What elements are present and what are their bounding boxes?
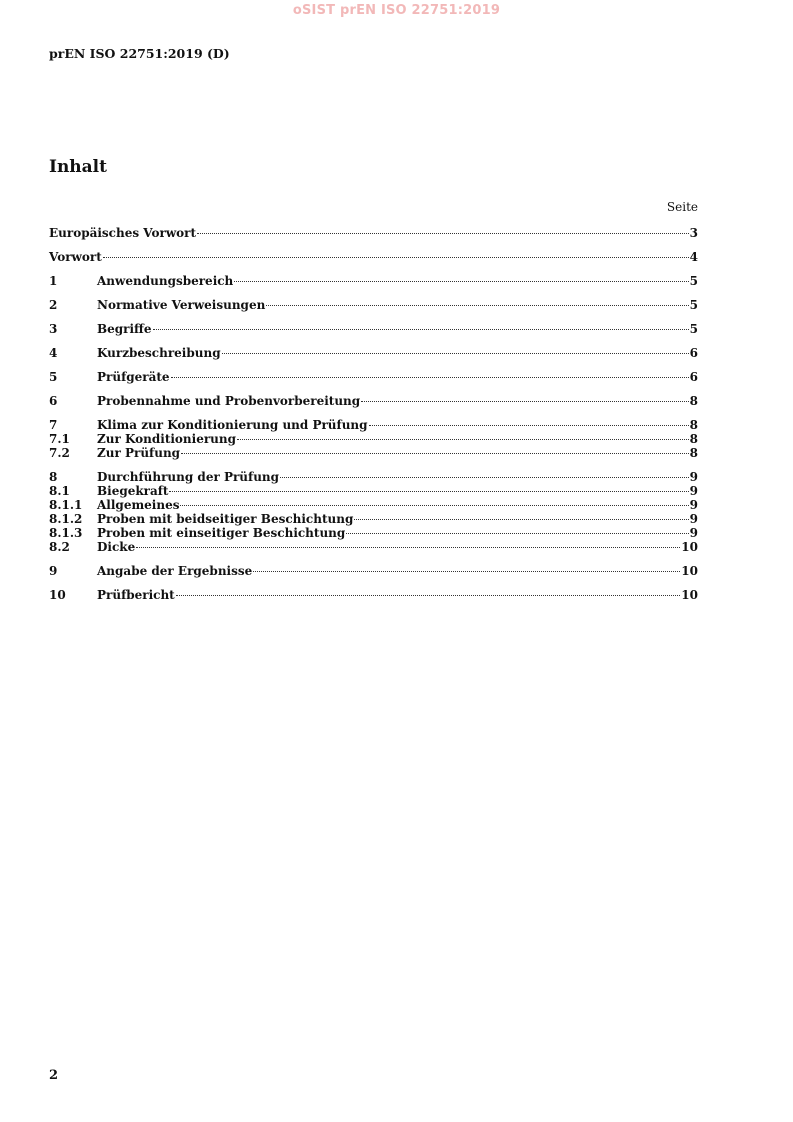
toc-entry-page: 10	[681, 540, 698, 554]
toc-entry-label: Zur Konditionierung	[97, 432, 237, 446]
toc-entry-number: 8.1	[49, 484, 70, 498]
toc-entry-label: Zur Prüfung	[97, 446, 181, 460]
toc-entry-number: 1	[49, 274, 58, 288]
toc-entry-page: 5	[689, 298, 698, 312]
toc-entry-page: 6	[689, 346, 698, 360]
toc-entry-label: Angabe der Ergebnisse	[97, 564, 253, 578]
toc-leader-dots	[253, 571, 680, 572]
toc-entry-page: 3	[689, 226, 698, 240]
toc-entry-number: 6	[49, 394, 58, 408]
toc-entry-page: 9	[689, 498, 698, 512]
toc-leader-dots	[222, 353, 689, 354]
toc-entry[interactable]	[49, 432, 698, 446]
toc-entry-label: Begriffe	[97, 322, 152, 336]
toc-entry-page: 9	[689, 512, 698, 526]
toc-entry-number: 8.1.3	[49, 526, 83, 540]
toc-entry[interactable]	[49, 298, 698, 312]
toc-entry[interactable]	[49, 370, 698, 384]
toc-entry-label: Biegekraft	[97, 484, 169, 498]
toc-entry-label: Normative Verweisungen	[97, 298, 266, 312]
toc-entry-page: 5	[689, 274, 698, 288]
toc-leader-dots	[280, 477, 689, 478]
toc-entry-page: 6	[689, 370, 698, 384]
toc-leader-dots	[153, 329, 689, 330]
toc-entry[interactable]	[49, 484, 698, 498]
toc-entry-number: 4	[49, 346, 58, 360]
toc-entry-label: Probennahme und Probenvorbereitung	[97, 394, 361, 408]
toc-entry[interactable]	[49, 540, 698, 554]
toc-entry-number: 8	[49, 470, 58, 484]
toc-entry-page: 5	[689, 322, 698, 336]
toc-entry[interactable]	[49, 322, 698, 336]
toc-entry[interactable]	[49, 346, 698, 360]
toc-entry[interactable]	[49, 564, 698, 578]
document-id: prEN ISO 22751:2019 (D)	[49, 46, 230, 61]
toc-entry-label: Kurzbeschreibung	[97, 346, 221, 360]
toc-leader-dots	[197, 233, 689, 234]
toc-leader-dots	[369, 425, 689, 426]
toc-entry-label: Allgemeines	[97, 498, 180, 512]
toc-entry[interactable]	[49, 446, 698, 460]
toc-entry-label: Prüfbericht	[97, 588, 175, 602]
toc-entry-number: 8.2	[49, 540, 70, 554]
toc-entry-number: 2	[49, 298, 58, 312]
toc-entry-page: 8	[689, 446, 698, 460]
toc-entry-page: 9	[689, 484, 698, 498]
toc-entry-label: Anwendungsbereich	[97, 274, 234, 288]
toc-entry[interactable]	[49, 250, 698, 264]
toc-entry[interactable]	[49, 418, 698, 432]
toc-entry-label: Prüfgeräte	[97, 370, 170, 384]
toc-entry-page: 9	[689, 470, 698, 484]
toc-entry[interactable]	[49, 394, 698, 408]
toc-entry-page: 8	[689, 432, 698, 446]
table-of-contents	[49, 226, 698, 602]
toc-title: Inhalt	[49, 157, 107, 177]
toc-leader-dots	[103, 257, 689, 258]
toc-leader-dots	[234, 281, 688, 282]
toc-entry-page: 8	[689, 418, 698, 432]
toc-leader-dots	[176, 595, 681, 596]
toc-entry-page: 10	[681, 588, 698, 602]
toc-entry[interactable]	[49, 226, 698, 240]
toc-leader-dots	[237, 439, 689, 440]
toc-entry[interactable]	[49, 526, 698, 540]
page-column-heading: Seite	[666, 200, 698, 214]
toc-entry-label: Proben mit einseitiger Beschichtung	[97, 526, 346, 540]
toc-entry-number: 8.1.1	[49, 498, 83, 512]
toc-entry-label: Proben mit beidseitiger Beschichtung	[97, 512, 354, 526]
toc-leader-dots	[361, 401, 688, 402]
toc-entry-page: 9	[689, 526, 698, 540]
toc-entry-number: 9	[49, 564, 58, 578]
toc-leader-dots	[136, 547, 680, 548]
toc-entry[interactable]	[49, 470, 698, 484]
toc-entry-number: 7	[49, 418, 58, 432]
toc-entry[interactable]	[49, 512, 698, 526]
toc-entry-label: Klima zur Konditionierung und Prüfung	[97, 418, 368, 432]
toc-leader-dots	[171, 377, 689, 378]
toc-entry-number: 3	[49, 322, 58, 336]
toc-entry-number: 7.2	[49, 446, 70, 460]
toc-entry-number: 7.1	[49, 432, 70, 446]
toc-leader-dots	[346, 533, 688, 534]
toc-entry-page: 10	[681, 564, 698, 578]
toc-entry-number: 5	[49, 370, 58, 384]
toc-leader-dots	[169, 491, 688, 492]
toc-leader-dots	[354, 519, 688, 520]
toc-entry-label: Vorwort	[49, 250, 102, 264]
toc-entry-page: 8	[689, 394, 698, 408]
toc-entry-page: 4	[689, 250, 698, 264]
page-number: 2	[49, 1068, 59, 1083]
toc-entry[interactable]	[49, 588, 698, 602]
toc-leader-dots	[180, 505, 688, 506]
toc-entry[interactable]	[49, 498, 698, 512]
toc-entry-label: Dicke	[97, 540, 136, 554]
toc-entry[interactable]	[49, 274, 698, 288]
toc-entry-number: 10	[49, 588, 66, 602]
toc-leader-dots	[266, 305, 688, 306]
toc-entry-label: Europäisches Vorwort	[49, 226, 197, 240]
toc-entry-number: 8.1.2	[49, 512, 83, 526]
toc-entry-label: Durchführung der Prüfung	[97, 470, 280, 484]
watermark: oSIST prEN ISO 22751:2019	[292, 3, 501, 18]
toc-leader-dots	[181, 453, 689, 454]
